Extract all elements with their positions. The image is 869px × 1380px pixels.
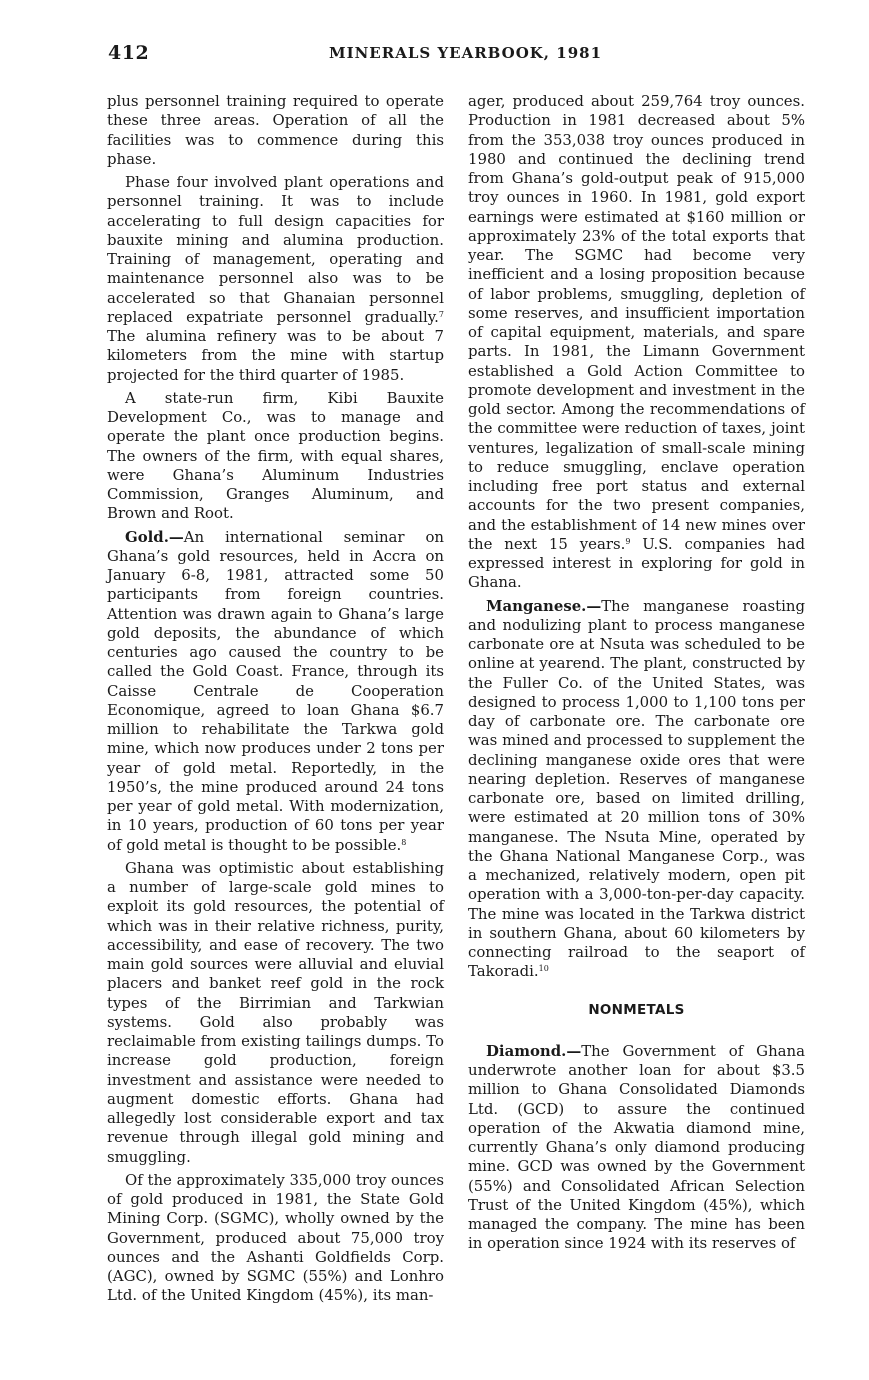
left-paragraph-5: Ghana was optimistic about establishing a number of large-scale gold mines to exploit its gold resources, the potential of which was in their relative richness, purity, accessibility, and ease of recovery. The two main gold sources were alluvial and eluvial placers and banket reef gold in the rock types of the Birrimian and Tarkwian systems. Gold also probably was reclaimable from existing tailings dumps. To increase gold production, foreign investment and assistance were needed to augment domestic efforts. Ghana had allegedly lost considerable export and tax revenue through illegal gold mining and smuggling. [107,858,444,1166]
page-header [108,42,813,68]
right-paragraph-1: ager, produced about 259,764 troy ounces. Production in 1981 decreased about 5% from the 353,038 troy ounces produced in 1980 and continued the declining trend from Ghana’s gold-output peak of 915,000 troy ounces in 1960. In 1981, gold export earnings were estimated at $160 million or approximately 23% of the total exports that year. The SGMC had become very inefficient and a losing proposition because of labor problems, smuggling, depletion of some reserves, and insufficient importation of capital equipment, materials, and spare parts. In 1981, the Limann Government established a Gold Action Committee to promote development and investment in the gold sector. Among the recommendations of the committee were reduction of taxes, joint ventures, legalization of small-scale mining to reduce smuggling, enclave operation including free port status and external accounts for the two present companies, and the establishment of 14 new mines over the next 15 years.$^9$ U.S. companies had expressed interest in exploring for gold in Ghana. [468,92,805,592]
manganese-run-in-heading: Manganese.— [486,596,602,615]
manganese-paragraph: Manganese.—The manganese roasting and nodulizing plant to process manganese carbonate ore at Nsuta was scheduled to be online at yearend. The plant, constructed by the Fuller Co. of the United States, was designed to process 1,000 to 1,100 tons per day of carbonate ore. The carbonate ore was mined and processed to supplement the declining manganese oxide ores that were nearing depletion. Reserves of manganese carbonate ore, based on limited drilling, were estimated at 20 million tons of 30% manganese. The Nsuta Mine, operated by the Ghana National Manganese Corp., was a mechanized, relatively modern, open pit operation with a 3,000-ton-per-day capacity. The mine was located in the Tarkwa district in southern Ghana, about 60 kilometers by connecting railroad to the seaport of Takoradi.$^{10}$ [468,596,805,981]
left-paragraph-6: Of the approximately 335,000 troy ounces of gold produced in 1981, the State Gold Mining Corp. (SGMC), wholly owned by the Government, produced about 75,000 troy ounces and the Ashanti Goldfields Corp. (AGC), owned by SGMC (55%) and Lonhro Ltd. of the United Kingdom (45%), its man- [107,1170,444,1305]
footnote-ref-8: 8 [401,837,407,847]
running-title: MINERALS YEARBOOK, 1981 [328,44,603,62]
footnote-ref-7: 7 [438,309,444,319]
footnote-ref-10: 10 [538,964,549,974]
page-number: 412 [108,42,150,64]
left-paragraph-2: Phase four involved plant operations and personnel training. It was to include accelerating to full design capacities for bauxite mining and alumina production. Training of management, operating and maintenance personnel also was to be accelerated so that Ghanaian personnel replaced expatriate personnel gradually.$^7$ The alumina refinery was to be about 7 kilometers from the mine with startup projected for the third quarter of 1985. [107,173,444,384]
section-heading-nonmetals: NONMETALS [588,1001,685,1018]
left-column [107,92,444,1310]
diamond-run-in-heading: Diamond.— [486,1041,582,1060]
left-paragraph-3: A state-run firm, Kibi Bauxite Development Co., was to manage and operate the plant once production begins. The owners of the firm, with equal shares, were Ghana’s Aluminum Industries Commission, Granges Aluminum, and Brown and Root. [107,388,444,523]
footnote-ref-9: 9 [625,536,631,546]
gold-run-in-heading: Gold.— [125,527,184,546]
gold-paragraph: Gold.—An international seminar on Ghana’s gold resources, held in Accra on January 6-8, 1981, attracted some 50 participants from foreign countries. Attention was drawn again to Ghana’s large gold deposits, the abundance of which centuries ago caused the country to be called the Gold Coast. France, through its Caisse Centrale de Cooperation Economique, agreed to loan Ghana $6.7 million to rehabilitate the Tarkwa gold mine, which now produces under 2 tons per year of gold metal. Reportedly, in the 1950’s, the mine produced around 24 tons per year of gold metal. With modernization, in 10 years, production of 60 tons per year of gold metal is thought to be possible.$^8$ [107,527,444,854]
diamond-paragraph: Diamond.—The Government of Ghana underwrote another loan for about $3.5 million to Ghana Consolidated Diamonds Ltd. (GCD) to assure the continued operation of the Akwatia diamond mine, currently Ghana’s only diamond producing mine. GCD was owned by the Government (55%) and Consolidated African Selection Trust of the United Kingdom (45%), which managed the company. The mine has been in operation since 1924 with its reserves of [468,1041,805,1253]
right-column [468,92,805,1258]
left-paragraph-1: plus personnel training required to operate these three areas. Operation of all the facilities was to commence during this phase. [107,92,444,168]
